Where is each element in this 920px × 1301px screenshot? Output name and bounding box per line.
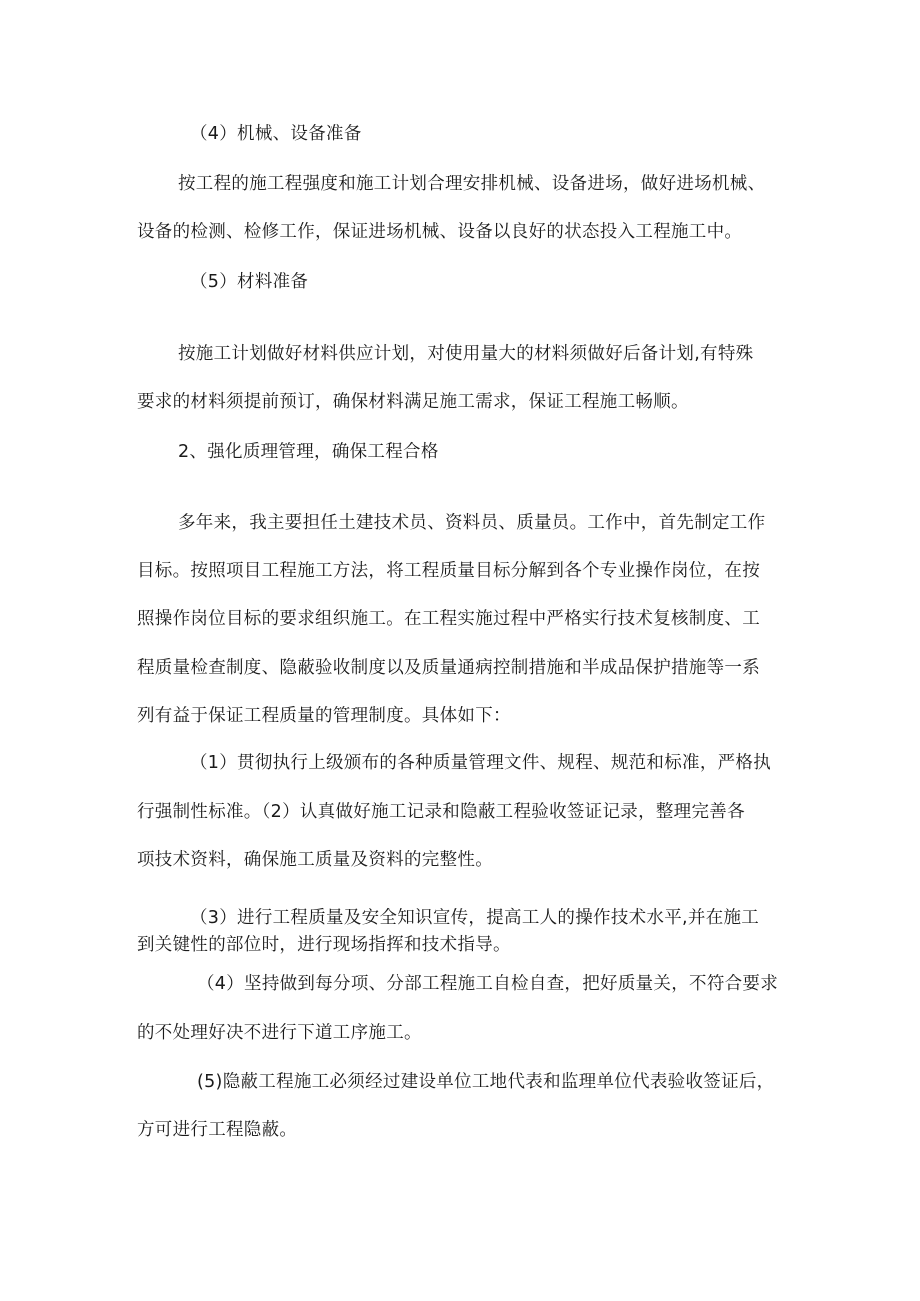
- paragraph-line: 项技术资料，确保施工质量及资料的完整性。: [137, 850, 493, 870]
- paragraph-line: （3）进行工程质量及安全知识宣传，提高工人的操作技术水平,并在施工: [190, 908, 760, 928]
- paragraph-line: (5)隐蔽工程施工必须经过建设单位工地代表和监理单位代表验收签证后，: [197, 1072, 775, 1092]
- paragraph-line: 方可进行工程隐蔽。: [137, 1120, 298, 1140]
- paragraph-line: 设备的检测、检修工作，保证进场机械、设备以良好的状态投入工程施工中。: [137, 222, 743, 242]
- paragraph-line: （1）贯彻执行上级颁布的各种质量管理文件、规程、规范和标准，严格执: [190, 753, 772, 773]
- paragraph-line: 到关键性的部位时，进行现场指挥和技术指导。: [137, 935, 511, 955]
- paragraph-line: 行强制性标准。（2）认真做好施工记录和隐蔽工程验收签证记录，整理完善各: [137, 802, 745, 822]
- subheading-machinery: （4）机械、设备准备: [190, 124, 362, 144]
- paragraph-line: 目标。按照项目工程施工方法，将工程质量目标分解到各个专业操作岗位，在按: [137, 561, 760, 581]
- paragraph-line: （4）坚持做到每分项、分部工程施工自检自查，把好质量关，不符合要求: [197, 974, 779, 994]
- paragraph-line: 多年来，我主要担任土建技术员、资料员、质量员。工作中，首先制定工作: [178, 513, 766, 533]
- paragraph-line: 按工程的施工程强度和施工计划合理安排机械、设备进场，做好进场机械、: [178, 174, 766, 194]
- paragraph-line: 的不处理好决不进行下道工序施工。: [137, 1023, 422, 1043]
- subheading-materials: （5）材料准备: [190, 272, 309, 292]
- paragraph-line: 程质量检查制度、隐蔽验收制度以及质量通病控制措施和半成品保护措施等一系: [137, 658, 760, 678]
- paragraph-line: 按施工计划做好材料供应计划，对使用量大的材料须做好后备计划,有特殊: [178, 344, 754, 364]
- paragraph-line: 列有益于保证工程质量的管理制度。具体如下：: [137, 706, 511, 726]
- paragraph-line: 照操作岗位目标的要求组织施工。在工程实施过程中严格实行技术复核制度、工: [137, 609, 760, 629]
- paragraph-line: 要求的材料须提前预订，确保材料满足施工需求，保证工程施工畅顺。: [137, 392, 689, 412]
- section-heading-quality: 2、强化质理管理，确保工程合格: [178, 442, 439, 462]
